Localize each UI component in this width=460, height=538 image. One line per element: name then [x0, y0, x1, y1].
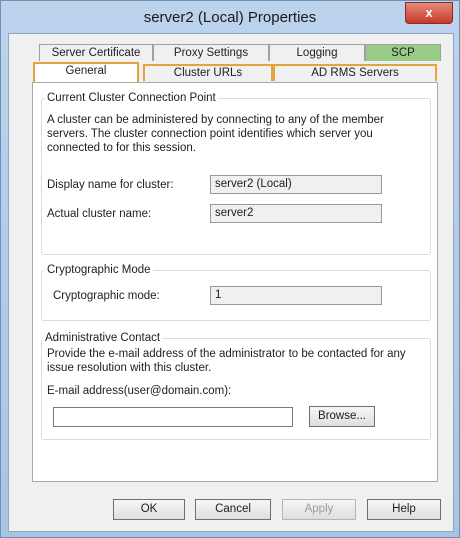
- close-button[interactable]: x: [405, 2, 453, 24]
- cluster-description-line-1: A cluster can be administered by connecting to any of the member: [47, 114, 384, 126]
- tab-ad-rms-servers[interactable]: AD RMS Servers: [273, 64, 437, 81]
- tab-general[interactable]: General: [33, 62, 139, 83]
- browse-button[interactable]: Browse...: [309, 406, 375, 427]
- display-name-label: Display name for cluster:: [47, 179, 174, 191]
- apply-button[interactable]: Apply: [282, 499, 356, 520]
- tab-cluster-urls[interactable]: Cluster URLs: [143, 64, 273, 81]
- tab-server-certificate[interactable]: Server Certificate: [39, 44, 153, 61]
- tab-proxy-settings[interactable]: Proxy Settings: [153, 44, 269, 61]
- actual-name-label: Actual cluster name:: [47, 208, 152, 220]
- crypto-mode-field: 1: [210, 286, 382, 305]
- admin-description-line-2: issue resolution with this cluster.: [47, 362, 212, 374]
- title-bar[interactable]: [1, 1, 459, 33]
- crypto-group-title: Cryptographic Mode: [47, 264, 151, 276]
- general-tab-panel: [32, 82, 438, 482]
- ok-button[interactable]: OK: [113, 499, 185, 520]
- email-label: E-mail address(user@domain.com):: [47, 385, 232, 397]
- tab-logging[interactable]: Logging: [269, 44, 365, 61]
- cluster-description-line-3: connected to for this session.: [47, 142, 196, 154]
- display-name-field: server2 (Local): [210, 175, 382, 194]
- admin-description-line-1: Provide the e-mail address of the administrator to be contacted for any: [47, 348, 406, 360]
- actual-name-field: server2: [210, 204, 382, 223]
- cluster-group-title: Current Cluster Connection Point: [47, 92, 216, 104]
- help-button[interactable]: Help: [367, 499, 441, 520]
- admin-group-title: Administrative Contact: [45, 332, 161, 344]
- window-title: server2 (Local) Properties: [143, 9, 317, 26]
- cancel-button[interactable]: Cancel: [195, 499, 271, 520]
- crypto-mode-label: Cryptographic mode:: [53, 290, 160, 302]
- tab-scp[interactable]: SCP: [365, 44, 441, 61]
- cluster-description-line-2: servers. The cluster connection point identifies which server you: [47, 128, 373, 140]
- email-input[interactable]: [53, 407, 293, 427]
